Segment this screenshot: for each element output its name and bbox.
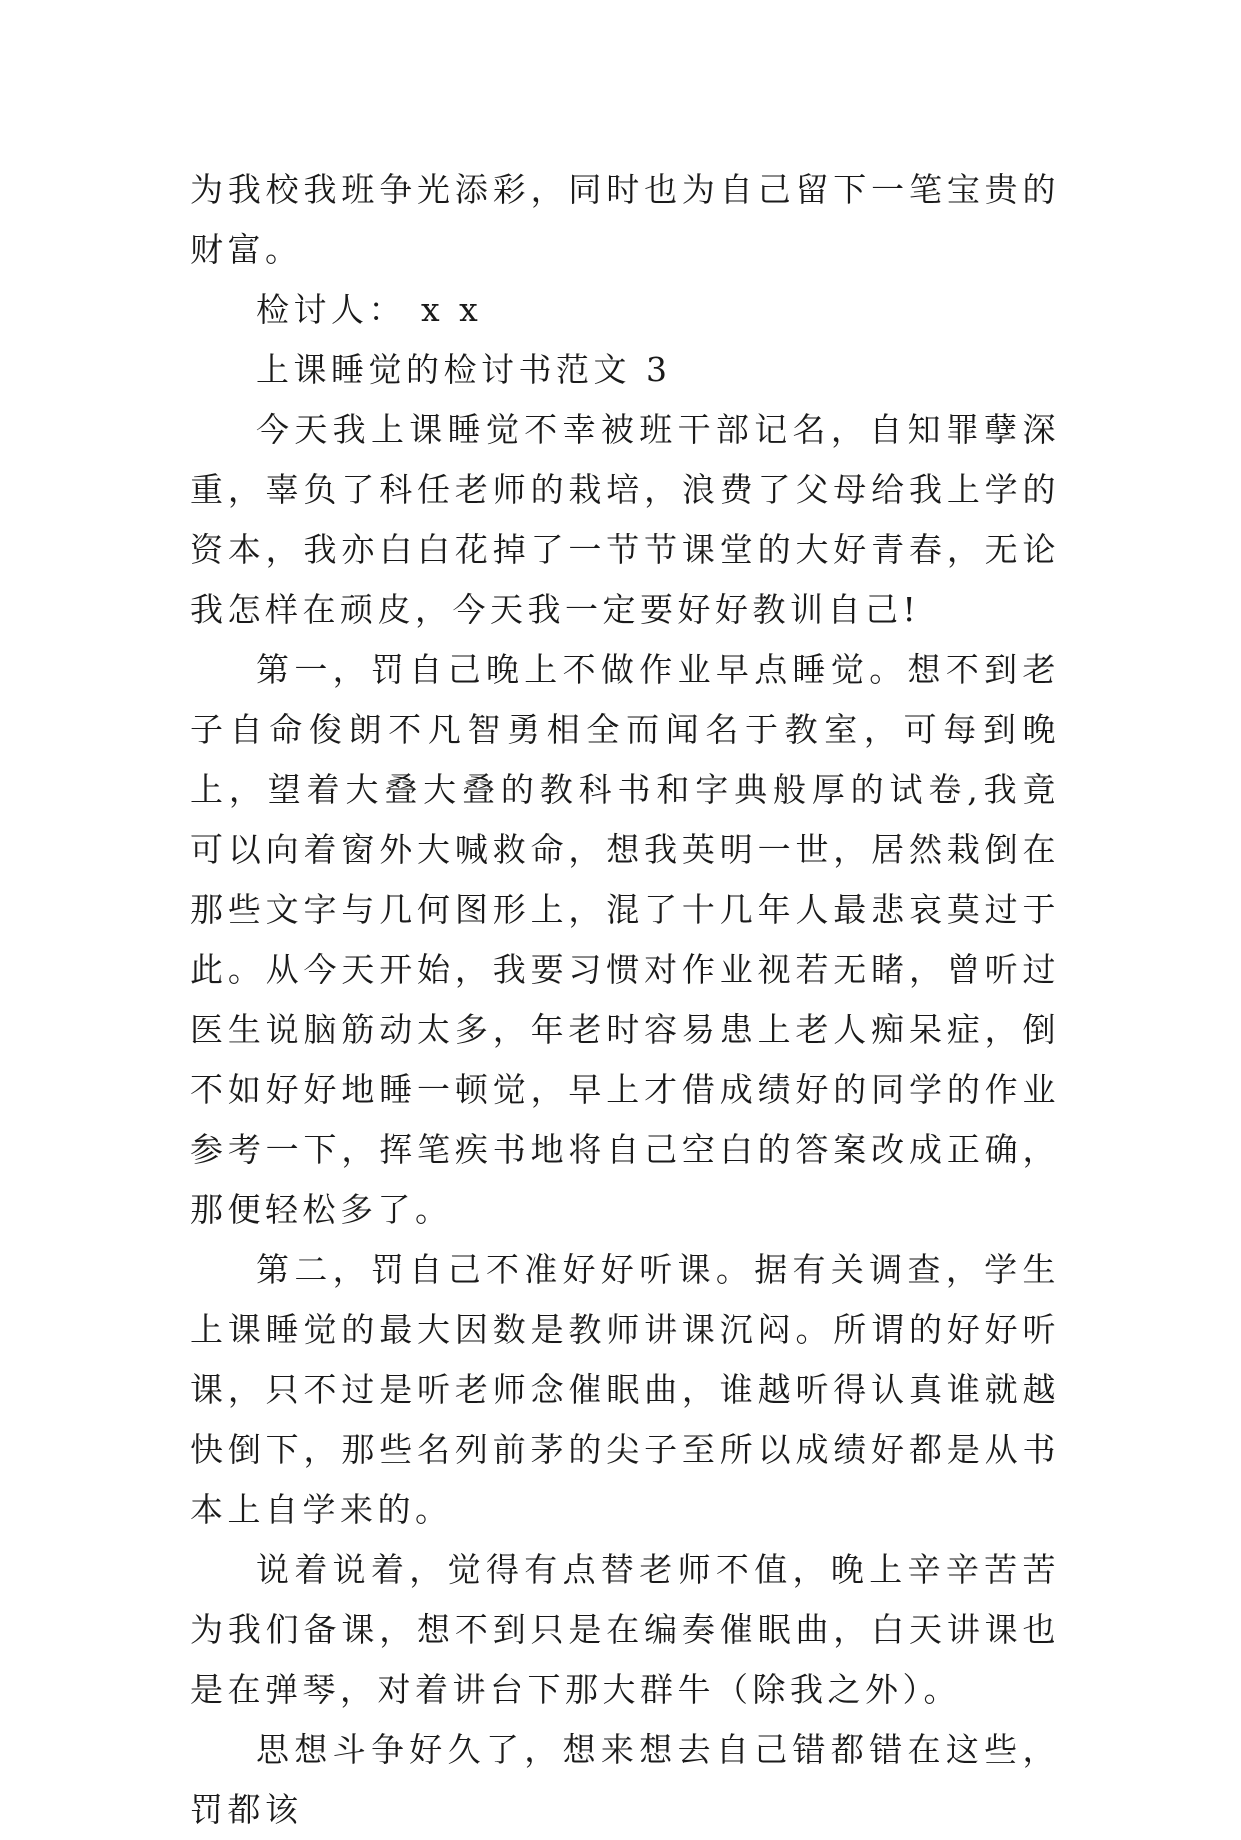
paragraph-6: 第二，罚自己不准好好听课。据有关调查，学生上课睡觉的最大因数是教师讲课沉闷。所谓的好好听课，只不过是听老师念催眠曲，谁越听得认真谁就越快倒下，那些名列前茅的尖子至所以成绩好都是从书本上自学来的。 — [190, 1250, 1060, 1529]
paragraph-8: 思想斗争好久了，想来想去自己错都错在这些，罚都该 — [190, 1730, 1060, 1829]
paragraph-1: 为我校我班争光添彩，同时也为自己留下一笔宝贵的财富。 — [190, 170, 1060, 269]
paragraph-4: 今天我上课睡觉不幸被班干部记名，自知罪孽深重，辜负了科任老师的栽培，浪费了父母给我上学的资本，我亦白白花掉了一节节课堂的大好青春，无论我怎样在顽皮，今天我一定要好好教训自己! — [190, 410, 1060, 629]
paragraph-signature: 检讨人： x x — [256, 290, 483, 329]
paragraph-7: 说着说着，觉得有点替老师不值，晚上辛辛苦苦为我们备课，想不到只是在编奏催眠曲，白天讲课也是在弹琴，对着讲台下那大群牛（除我之外）。 — [190, 1550, 1060, 1709]
section-title: 上课睡觉的检讨书范文 3 — [256, 350, 672, 389]
document-body — [190, 160, 1060, 1840]
paragraph-5: 第一，罚自己晚上不做作业早点睡觉。想不到老子自命俊朗不凡智勇相全而闻名于教室，可每到晚上，望着大叠大叠的教科书和字典般厚的试卷,我竟可以向着窗外大喊救命，想我英明一世，居然栽倒在那些文字与几何图形上，混了十几年人最悲哀莫过于此。从今天开始，我要习惯对作业视若无睹，曾听过医生说脑筋动太多，年老时容易患上老人痴呆症，倒不如好好地睡一顿觉，早上才借成绩好的同学的作业参考一下，挥笔疾书地将自己空白的答案改成正确，那便轻松多了。 — [190, 650, 1060, 1229]
